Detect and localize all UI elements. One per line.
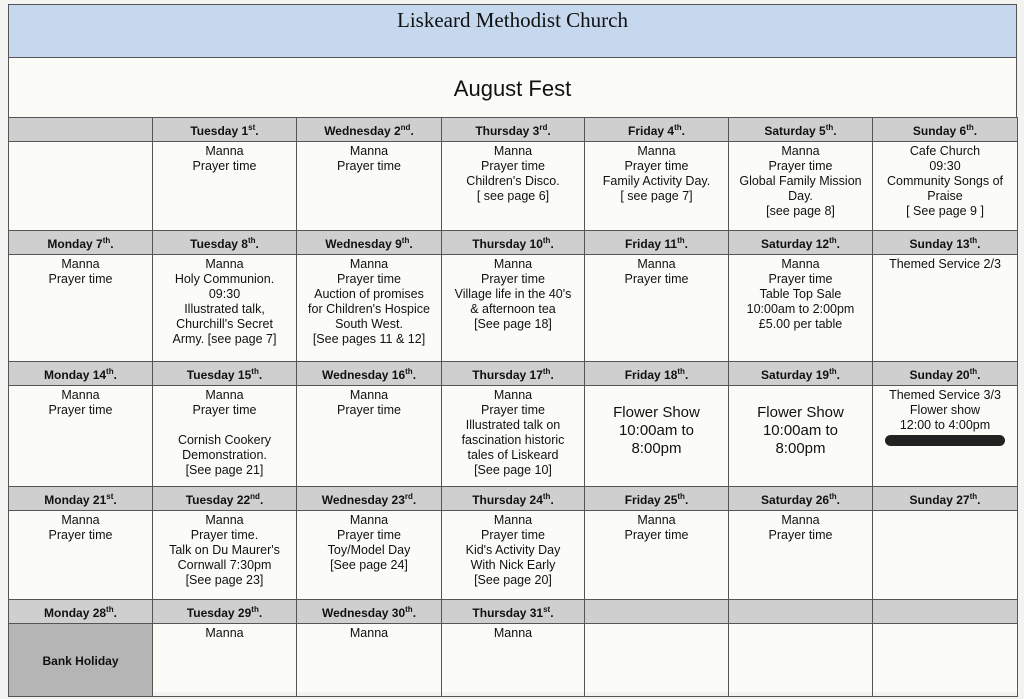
event-line: [See page 24] <box>330 558 408 572</box>
day-cell <box>729 386 873 487</box>
day-cell <box>873 255 1018 362</box>
day-header: Monday 28th. <box>9 600 153 624</box>
event-line: £5.00 per table <box>758 317 843 331</box>
event-line: [See pages 11 & 12] <box>312 332 426 346</box>
event-line: Prayer time <box>192 403 257 417</box>
event-line: Manna <box>61 513 100 527</box>
event-line: Manna <box>205 626 244 640</box>
day-cell <box>729 255 873 362</box>
event-line: 8:00pm <box>775 440 826 457</box>
event-line: [See page 10] <box>474 463 552 477</box>
empty-header <box>873 600 1018 624</box>
event-line: Family Activity Day. <box>602 174 711 188</box>
day-header: Friday 11th. <box>585 231 729 255</box>
event-line: Manna <box>781 257 820 271</box>
calendar-table <box>8 117 1018 697</box>
day-cell <box>297 255 442 362</box>
day-cell <box>297 511 442 600</box>
day-cell <box>297 624 442 697</box>
event-line: Prayer time <box>337 403 401 417</box>
event-line: Manna <box>349 257 389 271</box>
day-cell <box>153 142 297 231</box>
event-line: Children's Disco. <box>466 174 560 188</box>
day-header: Sunday 13th. <box>873 231 1018 255</box>
day-cell <box>153 511 297 600</box>
event-line: Manna <box>349 626 389 640</box>
day-cell <box>729 624 873 697</box>
event-line: Prayer time <box>768 528 833 542</box>
crossed-out-scribble <box>875 433 1015 448</box>
event-line: [See page 21] <box>185 463 264 477</box>
week-events-row <box>9 142 1018 231</box>
day-header: Monday 7th. <box>9 231 153 255</box>
empty-header <box>729 600 873 624</box>
event-line: Day. <box>788 189 813 203</box>
week-events-row <box>9 511 1018 600</box>
event-line: Cornish Cookery <box>177 433 272 447</box>
day-cell <box>9 511 153 600</box>
event-line: Prayer time <box>337 272 401 286</box>
event-line: Community Songs of <box>886 174 1004 188</box>
event-line <box>155 418 294 433</box>
event-line: [ see page 6] <box>476 189 550 203</box>
day-header: Tuesday 29th. <box>153 600 297 624</box>
event-line: tales of Liskeard <box>467 448 559 462</box>
day-header: Friday 25th. <box>585 487 729 511</box>
day-header: Wednesday 23rd. <box>297 487 442 511</box>
event-line: Toy/Model Day <box>327 543 411 557</box>
event-line: Cafe Church <box>909 144 981 158</box>
day-cell <box>9 142 153 231</box>
day-cell <box>585 142 729 231</box>
day-cell <box>873 511 1018 600</box>
day-header: Thursday 3rd. <box>442 118 585 142</box>
event-line: 12:00 to 4:00pm <box>899 418 991 432</box>
week-header-row <box>9 362 1018 386</box>
day-cell <box>9 624 153 697</box>
day-cell <box>729 511 873 600</box>
programme-sheet <box>8 4 1017 692</box>
day-cell <box>873 624 1018 697</box>
day-cell <box>9 255 153 362</box>
week-events-row <box>9 386 1018 487</box>
event-line: Prayer time <box>48 403 113 417</box>
event-line: Themed Service 3/3 <box>889 388 1001 402</box>
day-header: Thursday 24th. <box>442 487 585 511</box>
empty-header <box>9 118 153 142</box>
event-line: [See page 20] <box>474 573 552 587</box>
event-line: Prayer time <box>624 272 689 286</box>
event-line: Prayer time <box>337 159 401 173</box>
event-line: Prayer time <box>48 272 113 286</box>
event-line: Manna <box>349 144 389 158</box>
church-title: Liskeard Methodist Church <box>8 4 1017 58</box>
event-line: Manna <box>61 257 100 271</box>
day-header: Thursday 31st. <box>442 600 585 624</box>
event-line: Praise <box>927 189 963 203</box>
day-header: Tuesday 15th. <box>153 362 297 386</box>
day-header: Thursday 10th. <box>442 231 585 255</box>
day-cell <box>442 142 585 231</box>
event-line: Prayer time <box>768 159 833 173</box>
day-header: Saturday 12th. <box>729 231 873 255</box>
event-line: Manna <box>781 144 820 158</box>
event-line: Table Top Sale <box>759 287 842 301</box>
event-line: Manna <box>493 626 533 640</box>
event-line: Talk on Du Maurer's <box>169 543 280 557</box>
event-line: Manna <box>349 513 389 527</box>
event-line: for Children's Hospice <box>308 302 430 316</box>
event-line: 09:30 <box>208 287 241 301</box>
day-cell <box>442 624 585 697</box>
event-line: Manna <box>205 144 244 158</box>
event-line: Cornwall 7:30pm <box>177 558 272 572</box>
event-line: Manna <box>205 513 244 527</box>
day-header: Friday 4th. <box>585 118 729 142</box>
event-line: Churchill's Secret <box>176 317 273 331</box>
event-line: Prayer time <box>481 159 545 173</box>
event-line: & afternoon tea <box>470 302 556 316</box>
calendar-body <box>9 118 1018 697</box>
day-cell <box>297 142 442 231</box>
event-line: Flower Show <box>613 404 700 421</box>
event-line: 8:00pm <box>631 440 682 457</box>
event-line: Manna <box>205 388 244 402</box>
event-line: Flower Show <box>757 404 844 421</box>
day-header: Monday 21st. <box>9 487 153 511</box>
day-cell <box>873 386 1018 487</box>
event-line: Manna <box>493 513 533 527</box>
event-line: Illustrated talk, <box>184 302 265 316</box>
event-line: Manna <box>493 144 533 158</box>
day-header: Monday 14th. <box>9 362 153 386</box>
event-line: [See page 23] <box>185 573 264 587</box>
day-header: Tuesday 8th. <box>153 231 297 255</box>
event-line: 09:30 <box>929 159 961 173</box>
event-line: 10:00am to 2:00pm <box>746 302 855 316</box>
day-cell <box>153 386 297 487</box>
event-line: [See page 18] <box>474 317 552 331</box>
event-line: Themed Service 2/3 <box>889 257 1001 271</box>
day-header: Tuesday 1st. <box>153 118 297 142</box>
day-cell <box>585 511 729 600</box>
week-events-row <box>9 255 1018 362</box>
day-header: Wednesday 16th. <box>297 362 442 386</box>
week-header-row <box>9 118 1018 142</box>
event-line: Holy Communion. <box>174 272 275 286</box>
event-line: Prayer time <box>624 528 689 542</box>
event-line: With Nick Early <box>470 558 556 572</box>
day-cell <box>442 386 585 487</box>
event-line: Manna <box>637 257 676 271</box>
empty-header <box>585 600 729 624</box>
day-cell <box>873 142 1018 231</box>
day-header: Wednesday 2nd. <box>297 118 442 142</box>
event-line: Manna <box>493 388 533 402</box>
day-cell <box>585 624 729 697</box>
event-line: Manna <box>61 388 100 402</box>
week-header-row <box>9 231 1018 255</box>
day-cell <box>442 511 585 600</box>
day-header: Sunday 27th. <box>873 487 1018 511</box>
day-cell <box>153 255 297 362</box>
event-line: Prayer time <box>768 272 833 286</box>
event-line: Illustrated talk on <box>465 418 561 432</box>
event-line: Flower show <box>909 403 981 417</box>
event-line: Prayer time <box>481 272 545 286</box>
event-line: South West. <box>335 317 403 331</box>
event-line: Manna <box>637 144 676 158</box>
week-header-row <box>9 487 1018 511</box>
event-line: Manna <box>205 257 244 271</box>
day-header: Wednesday 9th. <box>297 231 442 255</box>
event-line: Prayer time. <box>190 528 259 542</box>
event-line: Manna <box>781 513 820 527</box>
event-line: Prayer time <box>624 159 689 173</box>
event-line: fascination historic <box>461 433 565 447</box>
event-line: [ see page 7] <box>620 189 693 203</box>
bank-holiday-label: Bank Holiday <box>42 653 119 668</box>
event-line: Prayer time <box>337 528 401 542</box>
event-line: Global Family Mission <box>739 174 862 188</box>
event-line: [see page 8] <box>766 204 835 218</box>
event-line: Prayer time <box>48 528 113 542</box>
day-header: Saturday 26th. <box>729 487 873 511</box>
event-line: Village life in the 40's <box>454 287 572 301</box>
day-header: Saturday 19th. <box>729 362 873 386</box>
event-line: [ See page 9 ] <box>906 204 984 218</box>
event-line: Prayer time <box>481 403 545 417</box>
day-cell <box>585 386 729 487</box>
day-cell <box>585 255 729 362</box>
event-line: 10:00am to <box>618 422 695 439</box>
day-header: Tuesday 22nd. <box>153 487 297 511</box>
event-line: Prayer time <box>192 159 257 173</box>
event-line: Manna <box>637 513 676 527</box>
event-line: Manna <box>349 388 389 402</box>
day-header: Wednesday 30th. <box>297 600 442 624</box>
day-cell <box>9 386 153 487</box>
event-line: Kid's Activity Day <box>465 543 561 557</box>
day-header: Friday 18th. <box>585 362 729 386</box>
event-line: Demonstration. <box>182 448 267 462</box>
event-line: Army. [see page 7] <box>172 332 277 346</box>
week-events-row <box>9 624 1018 697</box>
day-cell <box>442 255 585 362</box>
day-header: Thursday 17th. <box>442 362 585 386</box>
day-header: Sunday 6th. <box>873 118 1018 142</box>
event-line: 10:00am to <box>762 422 839 439</box>
event-line: Prayer time <box>481 528 545 542</box>
event-line: Auction of promises <box>314 287 424 301</box>
week-header-row <box>9 600 1018 624</box>
day-header: Saturday 5th. <box>729 118 873 142</box>
day-header: Sunday 20th. <box>873 362 1018 386</box>
event-title: August Fest <box>8 58 1017 118</box>
day-cell <box>729 142 873 231</box>
day-cell <box>153 624 297 697</box>
day-cell <box>297 386 442 487</box>
event-line: Manna <box>493 257 533 271</box>
